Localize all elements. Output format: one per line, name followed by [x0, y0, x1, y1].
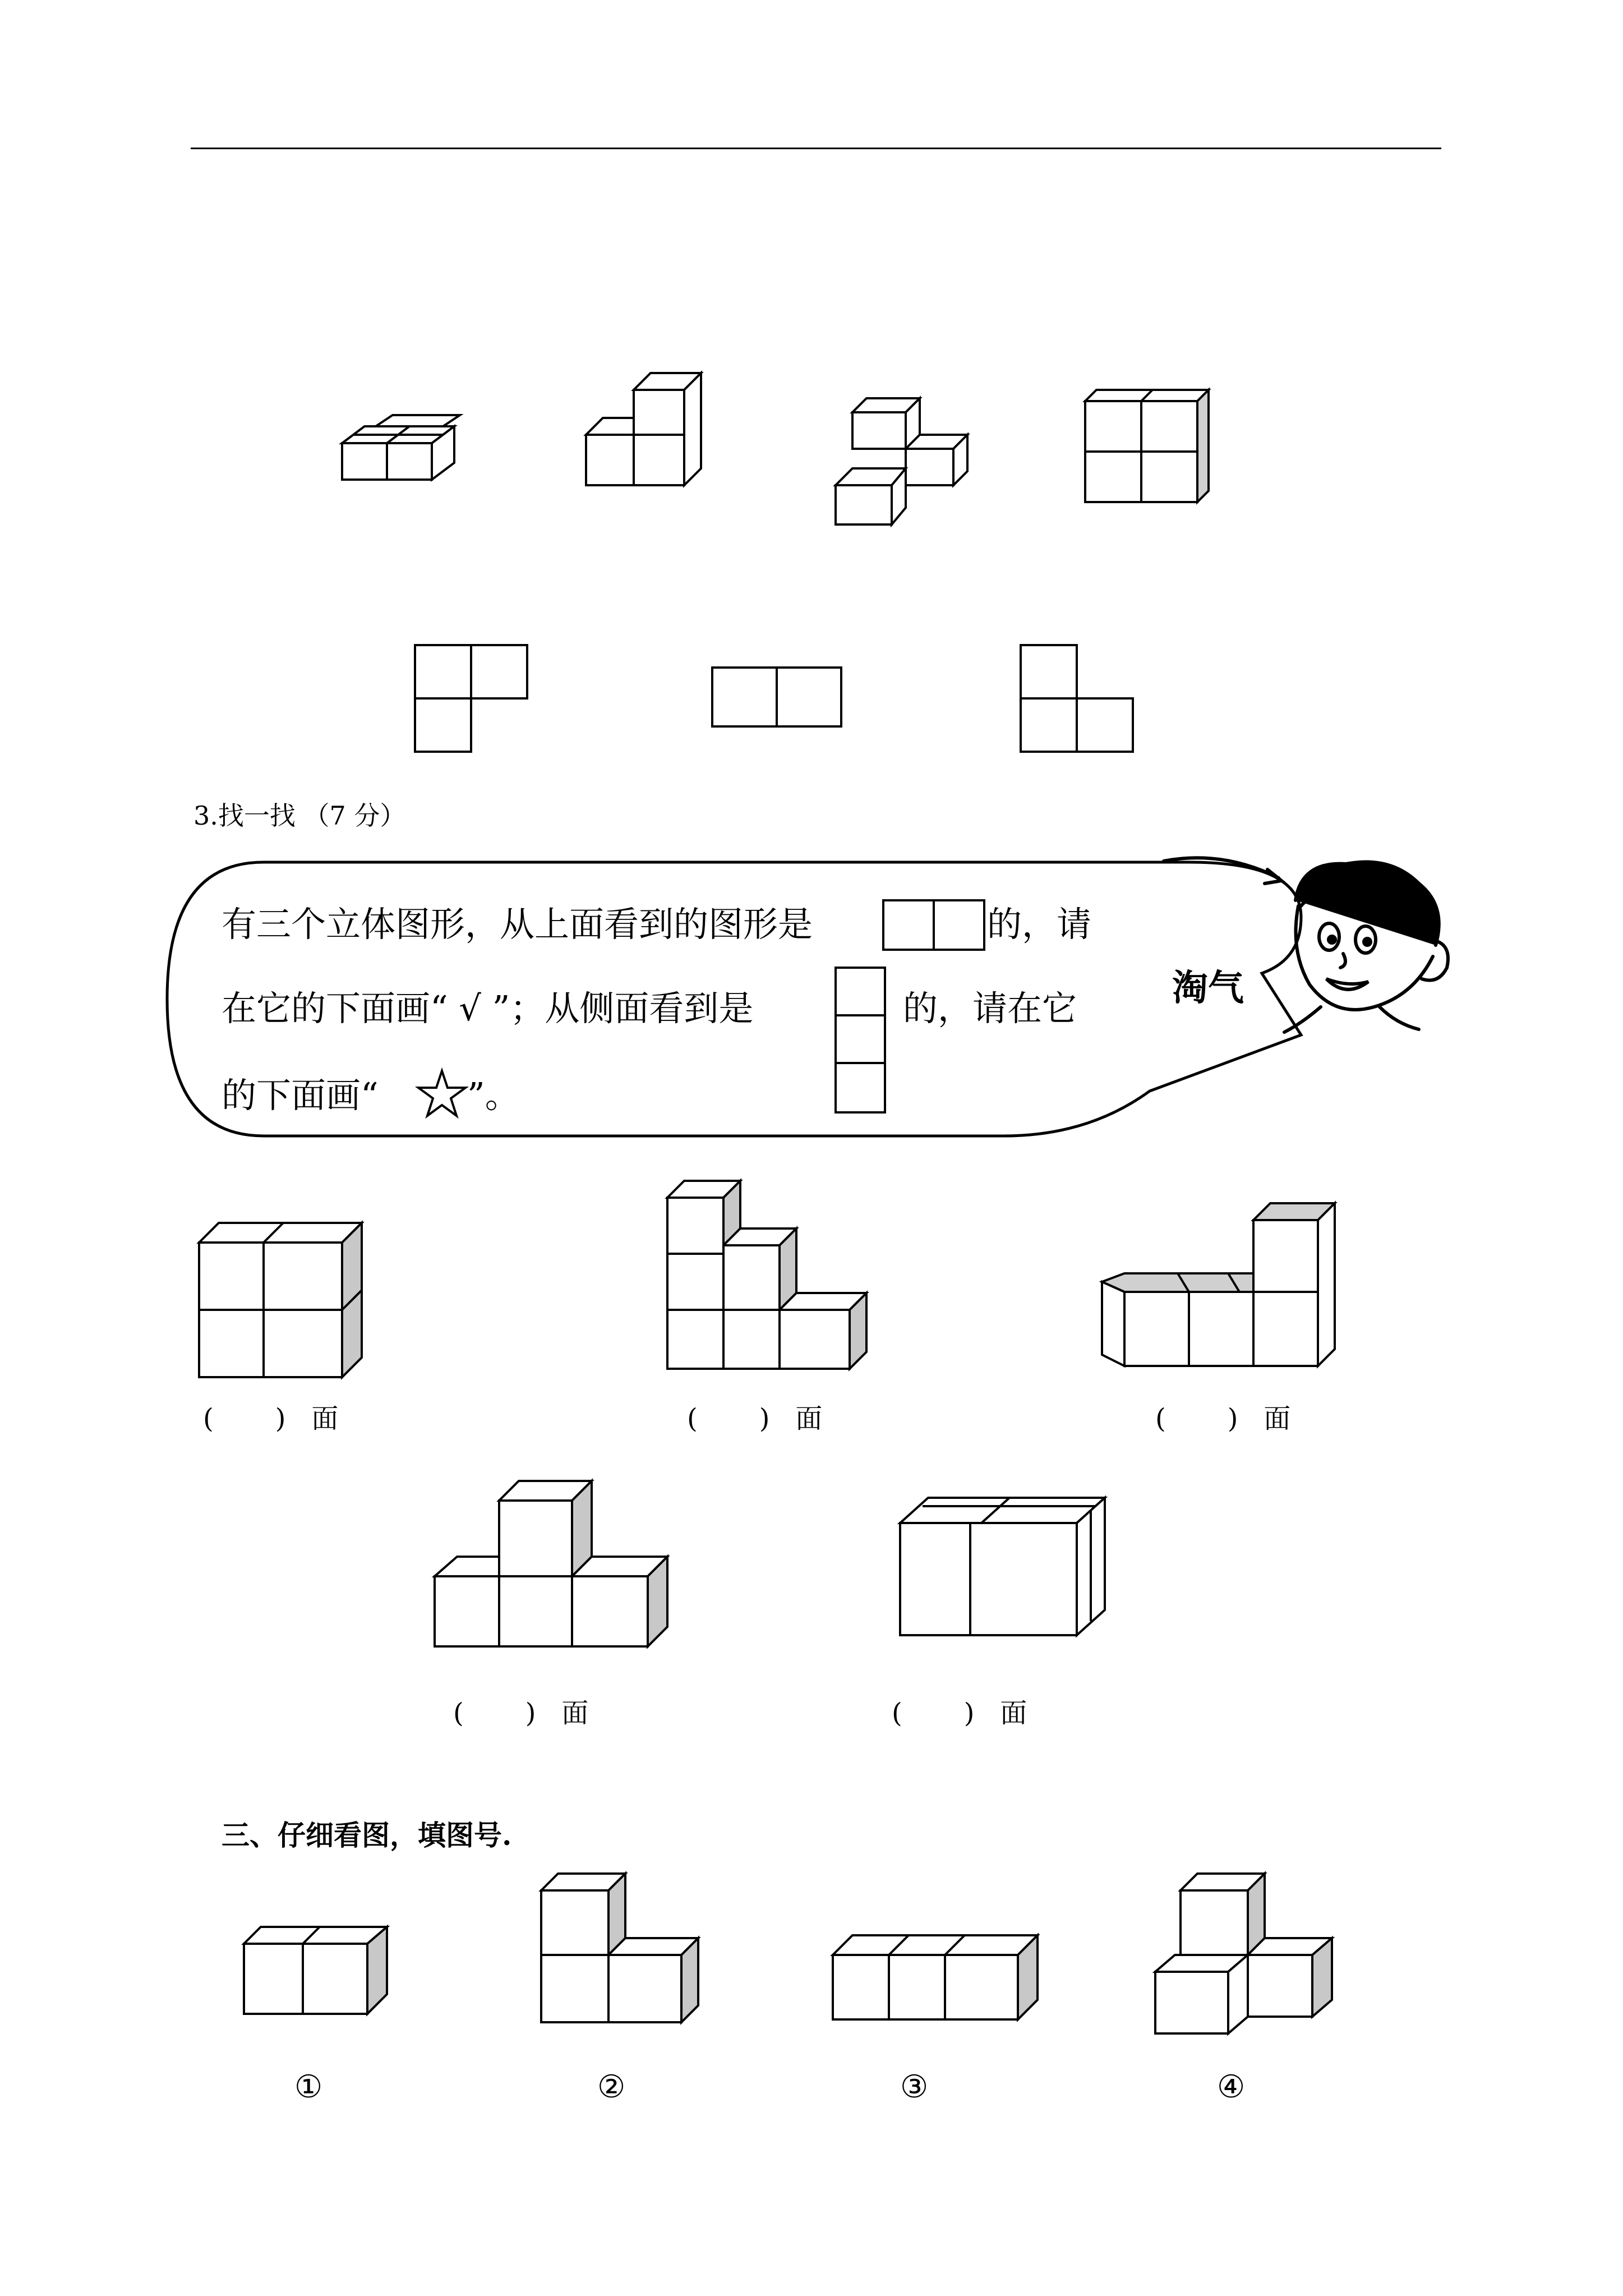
figure-number-3: ③: [900, 2069, 929, 2105]
answer-bracket-2: [687, 1397, 822, 1435]
view-figure-b1: [412, 642, 533, 754]
cube-figure-c1: [196, 1217, 370, 1386]
cube-figure-d3: [830, 1930, 1043, 2031]
cube-figure-c2: [662, 1172, 875, 1391]
cube-figure-c5: [897, 1489, 1110, 1644]
answer-suffix: 面: [311, 1403, 339, 1434]
bubble-line-3a: 的下面画“: [222, 1075, 379, 1116]
bracket-close: ): [759, 1403, 770, 1434]
cube-figure-d4: [1150, 1868, 1340, 2036]
bracket-open: (: [687, 1403, 698, 1434]
header-rule: [191, 148, 1441, 149]
answer-bracket-4: [453, 1691, 588, 1730]
answer-bracket-5: [892, 1691, 1027, 1730]
bracket-close: ): [525, 1697, 536, 1729]
bracket-close: ): [1227, 1403, 1238, 1434]
bracket-close: ): [963, 1697, 975, 1729]
bubble-line-2b: 的，请在它: [903, 988, 1077, 1029]
cube-figure-a3: [830, 387, 976, 533]
answer-suffix: 面: [1264, 1403, 1291, 1434]
top-view-shape-icon: [880, 898, 987, 954]
answer-suffix: 面: [795, 1403, 823, 1434]
answer-suffix: 面: [561, 1697, 589, 1729]
cube-figure-a2: [580, 365, 709, 499]
view-figure-b2: [709, 665, 844, 729]
cube-figure-d2: [536, 1865, 704, 2033]
figure-number-1: ①: [294, 2069, 323, 2105]
answer-bracket-1: [203, 1397, 338, 1435]
view-figure-b3: [1018, 642, 1138, 754]
side-view-shape-icon: [833, 965, 889, 1116]
bracket-open: (: [203, 1403, 214, 1434]
section-title: 3.找一找 （7 分）: [193, 800, 406, 831]
bubble-line-1b: 的，请: [987, 904, 1092, 945]
bracket-open: (: [453, 1697, 464, 1729]
answer-suffix: 面: [1000, 1697, 1027, 1729]
part-heading: 三、仔细看图，填图号.: [222, 1819, 512, 1852]
cube-figure-a1: [336, 393, 471, 505]
bracket-open: (: [892, 1697, 902, 1729]
bubble-line-2a: 在它的下面画“ √ ”；从侧面看到是: [222, 988, 754, 1029]
star-outline-icon: [417, 1069, 467, 1119]
figure-number-2: ②: [597, 2069, 626, 2105]
cube-figure-a4: [1077, 381, 1217, 510]
figure-number-4: ④: [1217, 2069, 1246, 2105]
bracket-close: ): [275, 1403, 286, 1434]
character-name: 淘气: [1172, 967, 1244, 1009]
answer-bracket-3: [1155, 1397, 1290, 1435]
cube-figure-c4: [432, 1473, 673, 1655]
bubble-line-3b: ”。: [467, 1075, 520, 1116]
cube-figure-c3: [1099, 1195, 1346, 1374]
bubble-line-1a: 有三个立体图形，从上面看到的图形是: [222, 904, 813, 945]
cube-figure-d1: [241, 1921, 393, 2022]
bracket-open: (: [1155, 1403, 1166, 1434]
